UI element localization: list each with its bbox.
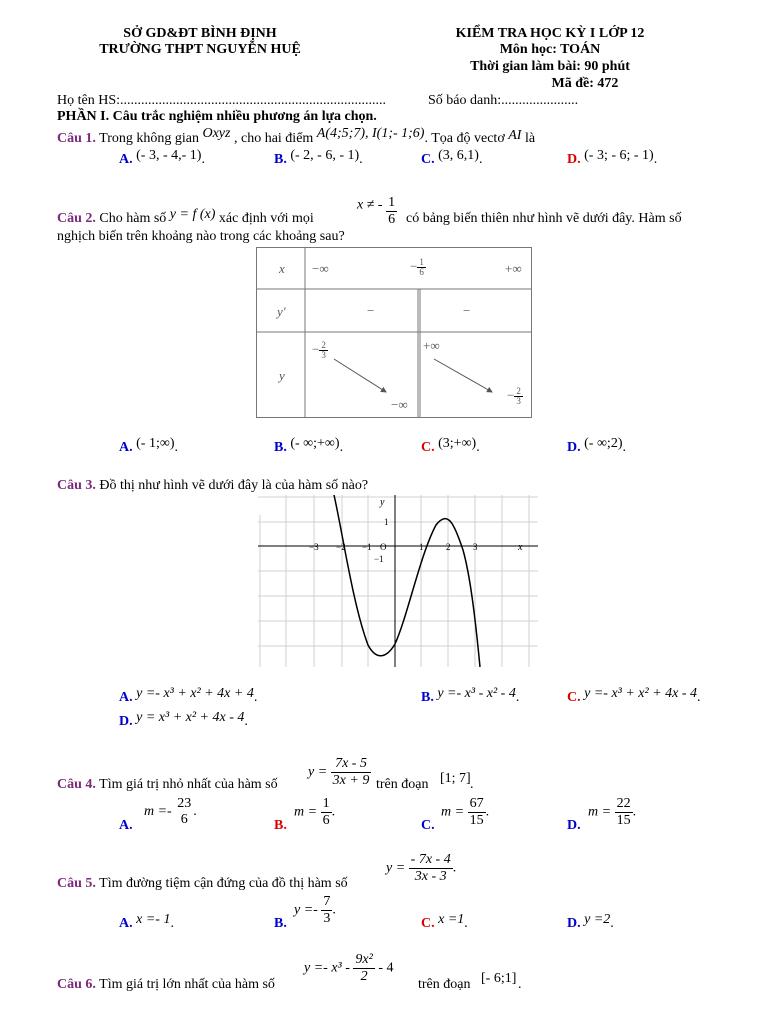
option-letter: B. bbox=[274, 818, 287, 833]
graph-origin: O bbox=[380, 542, 387, 552]
math-function: y = f (x) bbox=[169, 207, 216, 222]
q4-interval: [1; 7] bbox=[440, 771, 471, 786]
q4-option-d-value: m = $\frac{22}{15}$ . bbox=[588, 796, 637, 828]
frac-num: 9x² bbox=[355, 952, 373, 967]
header-school: TRƯỜNG THPT NGUYỄN HUỆ bbox=[99, 42, 301, 57]
option-value: (3;+∞) bbox=[438, 436, 477, 451]
q1-option-b[interactable]: B. (- 2, - 6, - 1). bbox=[274, 148, 363, 167]
question-5 bbox=[57, 876, 348, 892]
question-text: có bảng biến thiên như hình vẽ dưới đây. Hàm số bbox=[406, 211, 682, 226]
frac-den: 15 bbox=[469, 813, 484, 828]
question-label: Câu 3. bbox=[57, 478, 96, 493]
option-value: x =- 1 bbox=[136, 912, 171, 927]
frac-den: 6 bbox=[419, 267, 424, 277]
frac-num: - 7x - 4 bbox=[410, 852, 451, 867]
option-value: y =2 bbox=[584, 912, 611, 927]
student-id-field: Số báo danh:...................... bbox=[428, 93, 579, 108]
question-text: , cho hai điểm bbox=[233, 131, 314, 146]
student-name-field: Họ tên HS:............................................................................ bbox=[57, 93, 386, 108]
option-letter: B. bbox=[274, 440, 287, 455]
q4-option-c-value: m = $\frac{67}{15}$ . bbox=[441, 796, 490, 828]
q5-option-a[interactable]: A. x =- 1. bbox=[119, 912, 174, 931]
table-yprime-label: y' bbox=[277, 304, 286, 319]
frac-den: 3 bbox=[321, 350, 326, 360]
option-letter: A. bbox=[119, 690, 133, 705]
option-letter: B. bbox=[274, 916, 287, 931]
frac-den: 2 bbox=[360, 969, 368, 984]
q4-option-a[interactable] bbox=[119, 818, 133, 834]
frac-den: 6 bbox=[322, 813, 330, 828]
graph-curve bbox=[334, 495, 480, 667]
question-text: Tìm đường tiệm cận đứng của đồ thị hàm số bbox=[99, 876, 348, 891]
q3-option-c[interactable]: C. y =- x³ + x² + 4x - 4. bbox=[567, 686, 701, 705]
question-2 bbox=[57, 207, 314, 227]
graph-x-tick-3: 3 bbox=[473, 542, 478, 552]
math-lhs: m = bbox=[441, 804, 465, 820]
q1-option-a[interactable]: A. (- 3, - 4,- 1). bbox=[119, 148, 205, 167]
table-y-top-right: +∞ bbox=[423, 338, 440, 353]
math-part: - 4 bbox=[378, 960, 394, 976]
question-4 bbox=[57, 777, 278, 793]
option-letter: D. bbox=[119, 714, 133, 729]
table-y-bottom-mid: −∞ bbox=[391, 397, 408, 412]
option-value: (- 3; - 6; - 1) bbox=[584, 148, 654, 163]
punctuation: . bbox=[470, 777, 474, 792]
option-value: (3, 6,1) bbox=[438, 148, 479, 163]
question-text: Cho hàm số bbox=[99, 211, 167, 226]
question-text: Tìm giá trị lớn nhất của hàm số bbox=[99, 977, 275, 992]
table-sign-left: − bbox=[367, 303, 375, 318]
header-code: Mã đề: 472 bbox=[551, 76, 619, 91]
q3-option-d[interactable]: D. y = x³ + x² + 4x - 4. bbox=[119, 710, 248, 729]
q2-condition bbox=[357, 189, 397, 227]
question-text: là bbox=[524, 131, 536, 146]
graph-x-tick-neg3: −3 bbox=[309, 542, 319, 552]
option-value: (- ∞;+∞) bbox=[290, 436, 340, 451]
frac-den: 3 bbox=[323, 911, 331, 926]
option-value: x =1 bbox=[438, 912, 465, 927]
option-letter: B. bbox=[421, 690, 434, 705]
math-condition: x ≠ - bbox=[357, 197, 383, 213]
graph-x-axis-label: x bbox=[518, 542, 523, 553]
question-text: nghịch biến trên khoảng nào trong các khoảng sau? bbox=[57, 229, 345, 244]
header-department: SỞ GD&ĐT BÌNH ĐỊNH bbox=[123, 26, 277, 41]
math-vector: AI bbox=[508, 128, 522, 143]
graph-x-tick-2: 2 bbox=[446, 542, 451, 552]
q5-option-b[interactable] bbox=[274, 916, 287, 932]
frac-num: 22 bbox=[616, 796, 631, 811]
option-value: (- 2, - 6, - 1) bbox=[290, 148, 360, 163]
q5-option-d[interactable]: D. y =2. bbox=[567, 912, 614, 931]
option-letter: D. bbox=[567, 916, 581, 931]
q5-option-c[interactable]: C. x =1. bbox=[421, 912, 468, 931]
option-value: (- 3, - 4,- 1) bbox=[136, 148, 202, 163]
math-part: y =- x³ - bbox=[304, 960, 350, 976]
frac-num: 1 bbox=[322, 796, 330, 811]
question-1 bbox=[57, 126, 536, 147]
math-lhs: m = bbox=[588, 804, 612, 820]
q5-option-b-value: y =- $\frac{7}{3}$ . bbox=[294, 894, 336, 926]
math-lhs: y = bbox=[386, 860, 406, 876]
section-title: PHẦN I. Câu trắc nghiệm nhiều phương án lựa chọn. bbox=[57, 109, 377, 124]
graph-x-tick-neg1: −1 bbox=[362, 542, 372, 552]
option-letter: D. bbox=[567, 818, 581, 833]
table-sign-right: − bbox=[463, 303, 471, 318]
frac-den: 6 bbox=[388, 212, 396, 227]
graph-y-tick-1: 1 bbox=[384, 517, 389, 527]
question-text: xác định với mọi bbox=[218, 211, 314, 226]
option-letter: A. bbox=[119, 916, 133, 931]
minus-sign: − bbox=[312, 341, 320, 357]
math-lhs: m = bbox=[294, 804, 318, 820]
graph-y-axis-label: y bbox=[380, 497, 385, 508]
question-label: Câu 6. bbox=[57, 977, 96, 992]
option-value: y = x³ + x² + 4x - 4 bbox=[136, 710, 245, 725]
graph-x-tick-neg2: −2 bbox=[336, 542, 346, 552]
option-value: y =- x³ + x² + 4x + 4 bbox=[136, 686, 254, 701]
frac-den: 15 bbox=[616, 813, 631, 828]
question-6 bbox=[57, 977, 275, 993]
frac-num: 67 bbox=[469, 796, 484, 811]
frac-num: 1 bbox=[388, 195, 396, 210]
frac-num: 1 bbox=[419, 257, 424, 267]
q1-option-d[interactable]: D. (- 3; - 6; - 1). bbox=[567, 148, 658, 167]
q6-function bbox=[304, 952, 394, 985]
function-graph bbox=[258, 495, 538, 667]
q4-option-b[interactable] bbox=[274, 818, 287, 834]
math-points: A(4;5;7), I(1;- 1;6) bbox=[316, 126, 425, 141]
question-label: Câu 5. bbox=[57, 876, 96, 891]
q4-option-c[interactable] bbox=[421, 818, 435, 834]
frac-num: 2 bbox=[516, 386, 521, 396]
option-letter: C. bbox=[421, 916, 435, 931]
q2-option-a[interactable]: A. (- 1;∞). bbox=[119, 436, 178, 455]
q4-option-d[interactable] bbox=[567, 818, 581, 834]
q1-option-c[interactable]: C. (3, 6,1). bbox=[421, 148, 483, 167]
option-letter: C. bbox=[421, 440, 435, 455]
frac-num: 2 bbox=[321, 340, 326, 350]
option-letter: A. bbox=[119, 152, 133, 167]
frac-num: 7x - 5 bbox=[331, 756, 372, 773]
header-subject: Môn học: TOÁN bbox=[499, 42, 601, 57]
option-letter: C. bbox=[421, 152, 435, 167]
option-letter: B. bbox=[274, 152, 287, 167]
table-x-label: x bbox=[279, 261, 285, 276]
question-text: trên đoạn bbox=[418, 977, 471, 992]
option-letter: C. bbox=[421, 818, 435, 833]
question-label: Câu 2. bbox=[57, 211, 96, 226]
option-letter: D. bbox=[567, 152, 581, 167]
math-lhs: y = bbox=[308, 764, 328, 780]
header-time: Thời gian làm bài: 90 phút bbox=[470, 59, 630, 74]
math-space: Oxyz bbox=[202, 126, 231, 141]
math-lhs: m =- bbox=[144, 804, 172, 820]
question-text: Tìm giá trị nhỏ nhất của hàm số bbox=[99, 777, 278, 792]
question-label: Câu 1. bbox=[57, 131, 96, 146]
frac-den: 3x - 3 bbox=[414, 869, 447, 884]
variation-arrows bbox=[256, 247, 532, 418]
q2-option-c[interactable]: C. (3;+∞). bbox=[421, 436, 480, 455]
graph-x-tick-1: 1 bbox=[419, 542, 424, 552]
table-y-label: y bbox=[279, 368, 285, 383]
q4-function bbox=[308, 756, 371, 789]
q5-function: y = $\frac{- 7x - 4}{3x - 3}$ . bbox=[386, 852, 457, 884]
q2-option-b[interactable]: B. (- ∞;+∞). bbox=[274, 436, 344, 455]
question-label: Câu 4. bbox=[57, 777, 96, 792]
option-value: (- ∞;2) bbox=[584, 436, 623, 451]
question-3 bbox=[57, 478, 368, 494]
table-x-neg-inf: −∞ bbox=[312, 261, 329, 276]
frac-num: 7 bbox=[323, 894, 331, 909]
punctuation: . bbox=[518, 977, 522, 992]
graph-y-tick-neg1: −1 bbox=[374, 554, 384, 564]
q2-option-d[interactable]: D. (- ∞;2). bbox=[567, 436, 626, 455]
q4-option-b-value: m = $\frac{1}{6}$ . bbox=[294, 796, 336, 828]
table-x-pos-inf: +∞ bbox=[505, 261, 522, 276]
option-letter: A. bbox=[119, 440, 133, 455]
option-letter: D. bbox=[567, 440, 581, 455]
header-exam-title: KIỂM TRA HỌC KỲ I LỚP 12 bbox=[455, 26, 645, 41]
math-lhs: y =- bbox=[294, 902, 318, 918]
q3-option-a[interactable]: A. y =- x³ + x² + 4x + 4. bbox=[119, 686, 258, 705]
option-letter: A. bbox=[119, 818, 133, 833]
option-value: y =- x³ + x² + 4x - 4 bbox=[584, 686, 698, 701]
q6-interval: [- 6;1] bbox=[481, 971, 517, 986]
frac-den: 3 bbox=[516, 396, 521, 406]
minus-sign: − bbox=[507, 387, 515, 403]
option-value: y =- x³ - x² - 4 bbox=[437, 686, 516, 701]
frac-den: 3x + 9 bbox=[332, 773, 370, 788]
question-text: Trong không gian bbox=[99, 131, 199, 146]
frac-num: 23 bbox=[177, 796, 192, 811]
minus-sign: − bbox=[410, 258, 418, 274]
option-letter: C. bbox=[567, 690, 581, 705]
question-text: trên đoạn bbox=[376, 777, 429, 792]
option-value: (- 1;∞) bbox=[136, 436, 175, 451]
question-text: Đồ thị như hình vẽ dưới đây là của hàm số nào? bbox=[99, 478, 369, 493]
question-text: . Tọa độ vectơ bbox=[424, 131, 505, 146]
q3-option-b[interactable]: B. y =- x³ - x² - 4. bbox=[421, 686, 520, 705]
q4-option-a-value: m =- 23 6 . bbox=[144, 796, 197, 827]
frac-den: 6 bbox=[180, 812, 188, 827]
